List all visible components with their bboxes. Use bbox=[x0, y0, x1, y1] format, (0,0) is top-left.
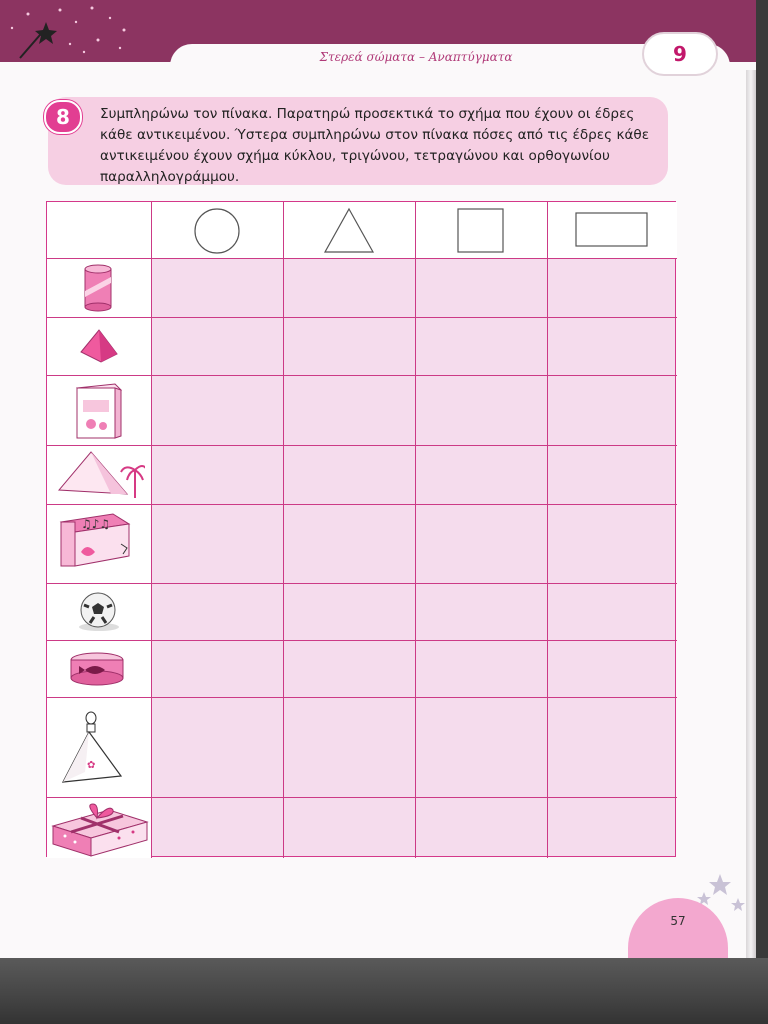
exercise-instructions: Συμπληρώνω τον πίνακα. Παρατηρώ προσεκτικά το σχήμα που έχουν οι έδρες κάθε αντικειμένου. Ύστερα συμπληρώνω στον πίνακα πόσες από τις έδρες κάθε αντικειμένου έχουν σχήμα κύκλου, τριγώνου, τετραγώνου και ορθογωνίου παραλληλογράμμου. bbox=[100, 106, 650, 185]
row-divider bbox=[47, 697, 677, 698]
magic-wand-icon bbox=[0, 0, 140, 62]
cereal-box-icon bbox=[73, 380, 127, 442]
triangle-icon bbox=[323, 207, 375, 255]
page-edge bbox=[746, 70, 756, 958]
faces-table bbox=[46, 201, 676, 857]
scan-background bbox=[0, 958, 768, 1024]
cylinder-can-icon bbox=[79, 263, 119, 313]
page-number: 57 bbox=[670, 914, 686, 928]
row-divider bbox=[47, 797, 677, 798]
column-divider bbox=[415, 202, 416, 858]
row-divider bbox=[47, 504, 677, 505]
gift-box-icon bbox=[49, 802, 151, 858]
perfume-bottle-icon bbox=[59, 710, 123, 790]
circle-icon bbox=[192, 207, 242, 255]
row-divider bbox=[47, 258, 677, 259]
svg-text:✿: ✿ bbox=[87, 760, 96, 771]
rectangle-icon bbox=[574, 211, 650, 249]
row-divider bbox=[47, 317, 677, 318]
row-divider bbox=[47, 640, 677, 641]
row-divider bbox=[47, 445, 677, 446]
page-title: Στερεά σώματα – Αναπτύγματα bbox=[319, 50, 513, 64]
column-divider bbox=[547, 202, 548, 858]
lesson-number-badge: 9 bbox=[642, 32, 718, 76]
tuna-can-icon bbox=[69, 650, 129, 688]
square-icon bbox=[456, 207, 506, 255]
egyptian-pyramid-icon bbox=[55, 450, 145, 502]
row-divider bbox=[47, 375, 677, 376]
svg-text:♫♪♫: ♫♪♫ bbox=[81, 517, 111, 531]
soccer-ball-icon bbox=[77, 591, 123, 633]
column-divider bbox=[283, 202, 284, 858]
music-box-icon bbox=[59, 508, 133, 570]
column-divider bbox=[151, 202, 152, 858]
small-pyramid-icon bbox=[77, 326, 121, 366]
exercise-number: 8 bbox=[44, 100, 82, 134]
row-divider bbox=[47, 583, 677, 584]
